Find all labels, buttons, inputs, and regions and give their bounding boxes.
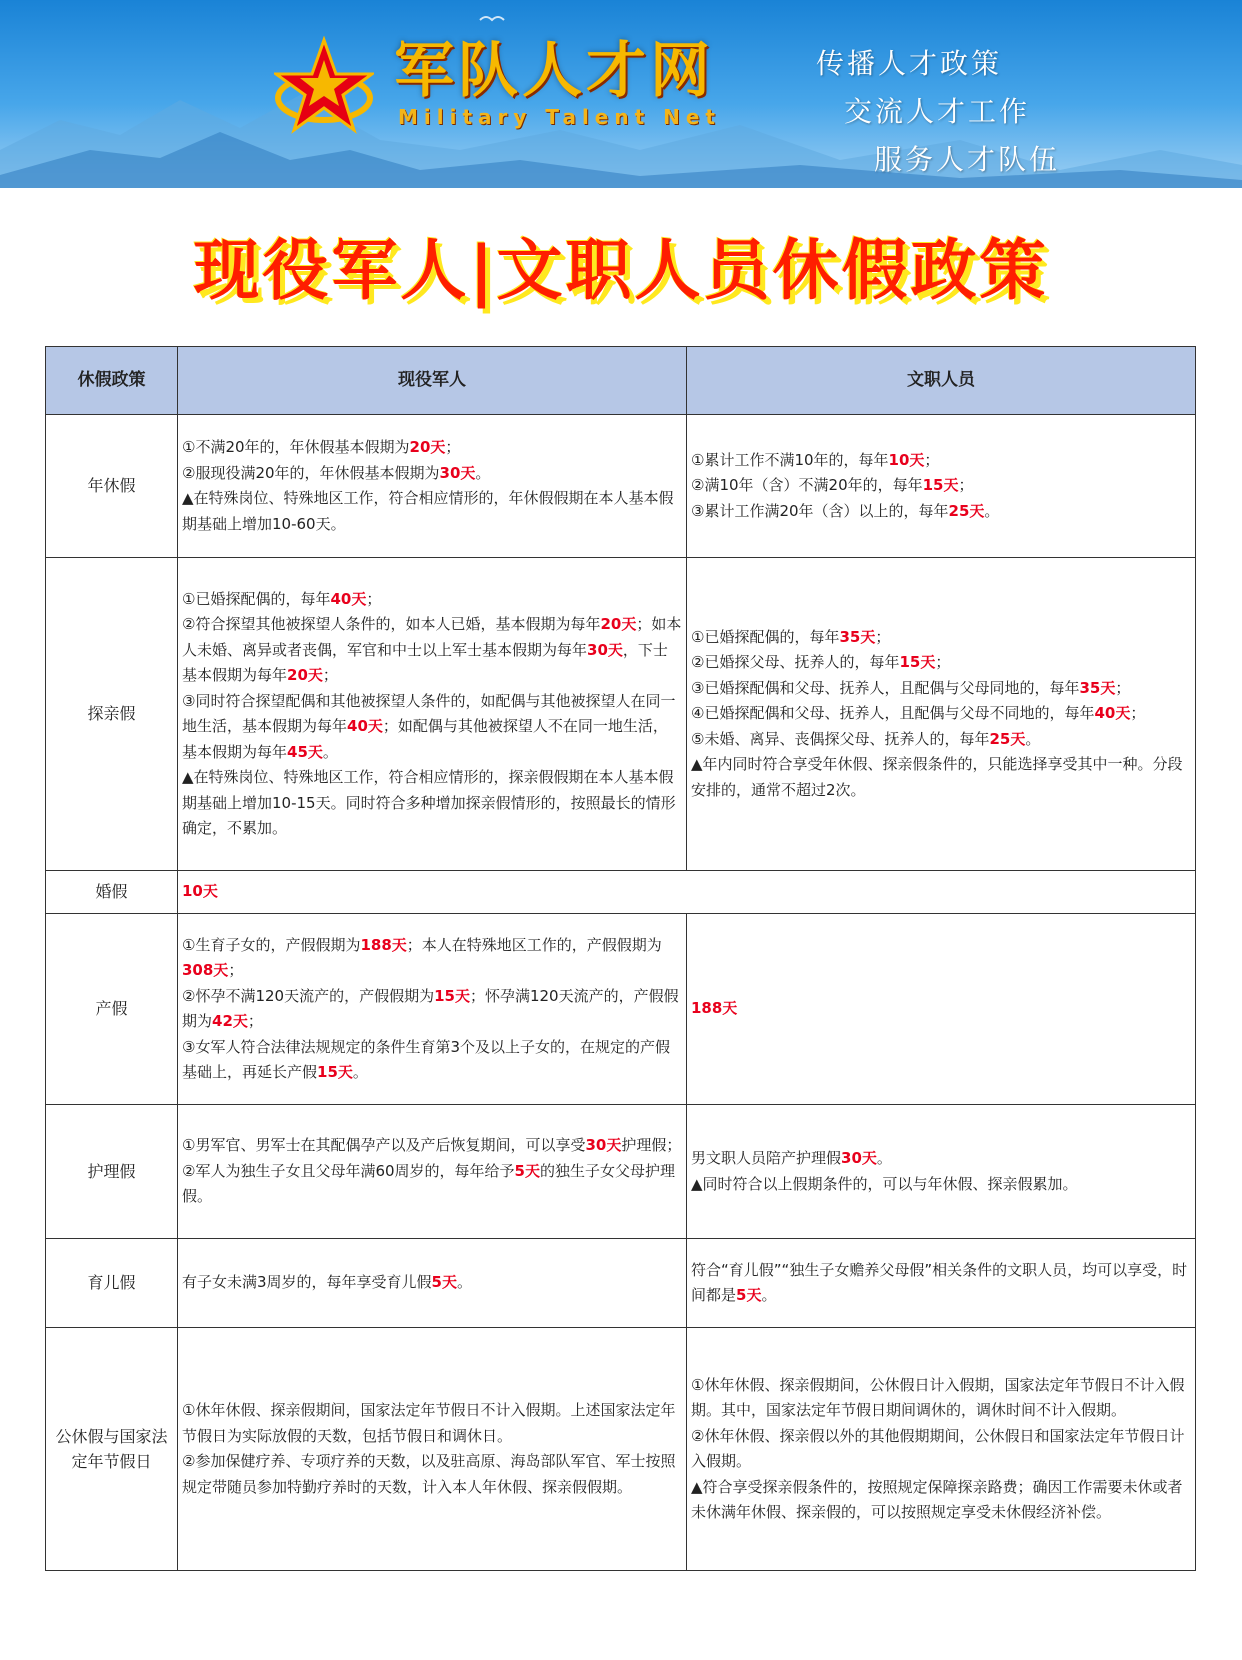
civilian-line [691, 727, 1191, 753]
row-civilian-cell [687, 1328, 1196, 1571]
text-segment: 。 [475, 463, 491, 482]
text-segment: ②符合探望其他被探望人条件的，如本人已婚，基本假期为每年 [182, 615, 601, 633]
text-segment: ；本人在特殊地区工作的，产假假期为 [406, 935, 662, 954]
civilian-line [691, 701, 1191, 727]
brand-name-cn: 军队人才网 [394, 36, 714, 106]
text-segment: ； [247, 1012, 263, 1030]
military-line [182, 984, 682, 1035]
text-segment: ①已婚探配偶的，每年 [182, 589, 331, 608]
text-segment: 有子女未满3周岁的，每年享受育儿假 [182, 1273, 432, 1292]
highlight-days: 42天 [212, 1012, 248, 1030]
text-segment: ▲在特殊岗位、特殊地区工作，符合相应情形的，探亲假假期在本人基本假期基础上增加10-15天。同时符合多种增加探亲假情形的，按照最长的情形确定，不累加。 [182, 768, 676, 837]
table-row [46, 871, 1196, 914]
civilian-line [691, 996, 1191, 1022]
table-header-row [46, 347, 1196, 415]
highlight-days: 20天 [287, 666, 323, 684]
table-row [46, 1105, 1196, 1239]
text-segment: 。 [456, 1273, 472, 1292]
text-segment: ，下士基本假期为每年 [182, 640, 668, 684]
header-civilian: 文职人员 [687, 347, 1196, 415]
text-segment: ； [322, 666, 338, 684]
military-line [182, 1133, 682, 1159]
slogan-1: 传播人才政策 [816, 47, 1003, 80]
text-segment: ； [875, 627, 891, 646]
civilian-line [691, 499, 1191, 525]
text-segment: ； [935, 653, 951, 672]
text-segment: ； [445, 438, 461, 456]
highlight-days: 15天 [317, 1063, 353, 1081]
row-category: 公休假与国家法定年节假日 [46, 1328, 178, 1571]
military-line [182, 1449, 682, 1500]
civilian-line [691, 650, 1191, 676]
text-segment: 护理假； [621, 1136, 682, 1155]
civilian-line [691, 1373, 1191, 1424]
civilian-line [691, 1258, 1191, 1309]
highlight-days: 15天 [434, 986, 470, 1005]
highlight-days: 40天 [347, 717, 383, 735]
civilian-line [691, 1172, 1191, 1198]
highlight-days: 25天 [989, 729, 1026, 748]
page-title: 现役军人|文职人员休假政策 [193, 232, 1049, 309]
text-segment: ②军人为独生子女且父母年满60周岁的，每年给予 [182, 1161, 515, 1180]
highlight-days: 20天 [409, 438, 446, 456]
text-segment: ①男军官、男军士在其配偶孕产以及产后恢复期间，可以享受 [182, 1136, 586, 1155]
civilian-line [691, 1146, 1191, 1172]
civilian-line [691, 752, 1191, 803]
highlight-days: 5天 [736, 1286, 762, 1304]
text-segment: 。 [322, 742, 338, 761]
table-row [46, 558, 1196, 871]
highlight-days: 188天 [360, 935, 407, 954]
military-line [182, 486, 682, 537]
row-civilian-cell [687, 415, 1196, 558]
highlight-days: 30天 [587, 640, 623, 659]
highlight-days: 45天 [287, 742, 323, 761]
row-civilian-cell [687, 1105, 1196, 1239]
text-segment: ①生育子女的，产假假期为 [182, 935, 361, 954]
text-segment: ▲在特殊岗位、特殊地区工作，符合相应情形的，年休假假期在本人基本假期基础上增加10-60天。 [182, 489, 674, 533]
brand-name-en: Military Talent Net [398, 105, 721, 129]
row-military-cell [178, 1239, 687, 1328]
text-segment: ；怀孕满120天流产的，产假假期为 [182, 986, 679, 1030]
military-line [182, 612, 682, 689]
highlight-days: 5天 [514, 1161, 540, 1180]
text-segment: ①不满20年的，年休假基本假期为 [182, 438, 410, 456]
text-segment: ③同时符合探望配偶和其他被探望人条件的，如配偶与其他被探望人在同一地生活，基本假期为每年 [182, 691, 676, 735]
text-segment: ③已婚探配偶和父母、抚养人，且配偶与父母同地的，每年 [691, 678, 1080, 697]
text-segment: ①休年休假、探亲假期间，公休假日计入假期，国家法定年节假日不计入假期。其中，国家法定年节假日期间调休的，调休时间不计入假期。 [691, 1375, 1185, 1419]
highlight-days: 40天 [330, 589, 367, 608]
row-military-cell [178, 1105, 687, 1239]
text-segment: ；如配偶与其他被探望人不在同一地生活，基本假期为每年 [182, 717, 668, 761]
header-military: 现役军人 [178, 347, 687, 415]
military-line [182, 587, 682, 613]
table-row [46, 1328, 1196, 1571]
leave-policy-table [45, 346, 1196, 1571]
highlight-days: 188天 [691, 999, 738, 1018]
highlight-days: 35天 [1079, 678, 1116, 697]
text-segment: ； [228, 961, 244, 979]
row-category: 探亲假 [46, 558, 178, 871]
text-segment: ； [958, 476, 974, 495]
military-line [182, 1035, 682, 1086]
military-line [182, 1398, 682, 1449]
highlight-days: 5天 [431, 1273, 457, 1292]
civilian-line [691, 473, 1191, 499]
row-category: 护理假 [46, 1105, 178, 1239]
military-line [182, 435, 682, 461]
highlight-days: 20天 [600, 615, 637, 633]
highlight-days: 30天 [585, 1136, 622, 1155]
text-segment: ①累计工作不满10年的，每年 [691, 450, 889, 469]
row-military-cell [178, 558, 687, 871]
text-segment: ④已婚探配偶和父母、抚养人，且配偶与父母不同地的，每年 [691, 704, 1095, 723]
text-segment: ； [924, 450, 940, 469]
civilian-line [691, 1424, 1191, 1475]
text-segment: ①已婚探配偶的，每年 [691, 627, 840, 646]
text-segment: ；如本人未婚、离异或者丧偶，军官和中士以上军士基本假期为每年 [182, 615, 682, 659]
table-row [46, 1239, 1196, 1328]
text-segment: 。 [761, 1286, 777, 1304]
text-segment: ▲同时符合以上假期条件的，可以与年休假、探亲假累加。 [691, 1174, 1078, 1193]
slogan-2: 交流人才工作 [844, 95, 1031, 128]
text-segment: ③女军人符合法律法规规定的条件生育第3个及以上子女的，在规定的产假基础上，再延长产假 [182, 1037, 670, 1081]
text-segment: ▲符合享受探亲假条件的，按照规定保障探亲路费；确因工作需要未休或者未休满年休假、探亲假的，可以按照规定享受未休假经济补偿。 [691, 1477, 1183, 1521]
row-category: 婚假 [46, 871, 178, 914]
highlight-days: 30天 [439, 463, 476, 482]
row-category: 产假 [46, 914, 178, 1105]
text-segment: ③累计工作满20年（含）以上的，每年 [691, 501, 949, 520]
merged-line [182, 879, 1191, 905]
text-segment: ； [1115, 678, 1131, 697]
military-line [182, 933, 682, 984]
text-segment: ②满10年（含）不满20年的，每年 [691, 476, 923, 495]
text-segment: ①休年休假、探亲假期间，国家法定年节假日不计入假期。上述国家法定年节假日为实际放假的天数，包括节假日和调休日。 [182, 1401, 676, 1445]
row-civilian-cell [687, 914, 1196, 1105]
military-line [182, 765, 682, 842]
text-segment: 。 [352, 1063, 368, 1081]
row-category: 育儿假 [46, 1239, 178, 1328]
text-segment: ②参加保健疗养、专项疗养的天数，以及驻高原、海岛部队军官、军士按照规定带随员参加特勤疗养时的天数，计入本人年休假、探亲假假期。 [182, 1452, 676, 1496]
military-star-logo-icon [274, 36, 374, 136]
highlight-days: 10天 [182, 882, 218, 901]
text-segment: 。 [1025, 729, 1041, 748]
civilian-line [691, 448, 1191, 474]
highlight-days: 40天 [1094, 704, 1131, 723]
highlight-days: 308天 [182, 961, 229, 979]
text-segment: ； [366, 589, 382, 608]
site-banner [0, 0, 1242, 188]
text-segment: ⑤未婚、离异、丧偶探父母、抚养人的，每年 [691, 729, 990, 748]
text-segment: 的独生子女父母护理假。 [182, 1161, 675, 1206]
civilian-line [691, 676, 1191, 702]
text-segment: 。 [984, 501, 1000, 520]
highlight-days: 25天 [948, 501, 985, 520]
text-segment: ②怀孕不满120天流产的，产假假期为 [182, 986, 435, 1005]
table-row [46, 914, 1196, 1105]
text-segment: ②休年休假、探亲假以外的其他假期期间，公休假日和国家法定年节假日计入假期。 [691, 1426, 1185, 1470]
military-line [182, 461, 682, 487]
row-merged-cell [178, 871, 1196, 914]
military-line [182, 1159, 682, 1210]
row-category: 年休假 [46, 415, 178, 558]
military-line [182, 689, 682, 766]
row-military-cell [178, 914, 687, 1105]
text-segment: ②已婚探父母、抚养人的，每年 [691, 653, 900, 672]
highlight-days: 15天 [922, 476, 959, 495]
row-civilian-cell [687, 558, 1196, 871]
highlight-days: 15天 [899, 653, 936, 672]
row-civilian-cell [687, 1239, 1196, 1328]
text-segment: 男文职人员陪产护理假 [691, 1149, 842, 1167]
slogan-3: 服务人才队伍 [874, 143, 1061, 176]
header-category: 休假政策 [46, 347, 178, 415]
text-segment: 。 [876, 1149, 892, 1167]
text-segment: ▲年内同时符合享受年休假、探亲假条件的，只能选择享受其中一种。分段安排的，通常不超过2次。 [691, 755, 1183, 799]
civilian-line [691, 1475, 1191, 1526]
text-segment: 符合“育儿假”“独生子女赡养父母假”相关条件的文职人员，均可以享受，时间都是 [691, 1260, 1188, 1304]
text-segment: ； [1130, 704, 1146, 723]
table-row [46, 415, 1196, 558]
civilian-line [691, 625, 1191, 651]
highlight-days: 10天 [888, 450, 925, 469]
row-military-cell [178, 415, 687, 558]
text-segment: ②服现役满20年的，年休假基本假期为 [182, 463, 440, 482]
highlight-days: 35天 [839, 627, 876, 646]
row-military-cell [178, 1328, 687, 1571]
military-line [182, 1270, 682, 1296]
highlight-days: 30天 [841, 1149, 877, 1167]
